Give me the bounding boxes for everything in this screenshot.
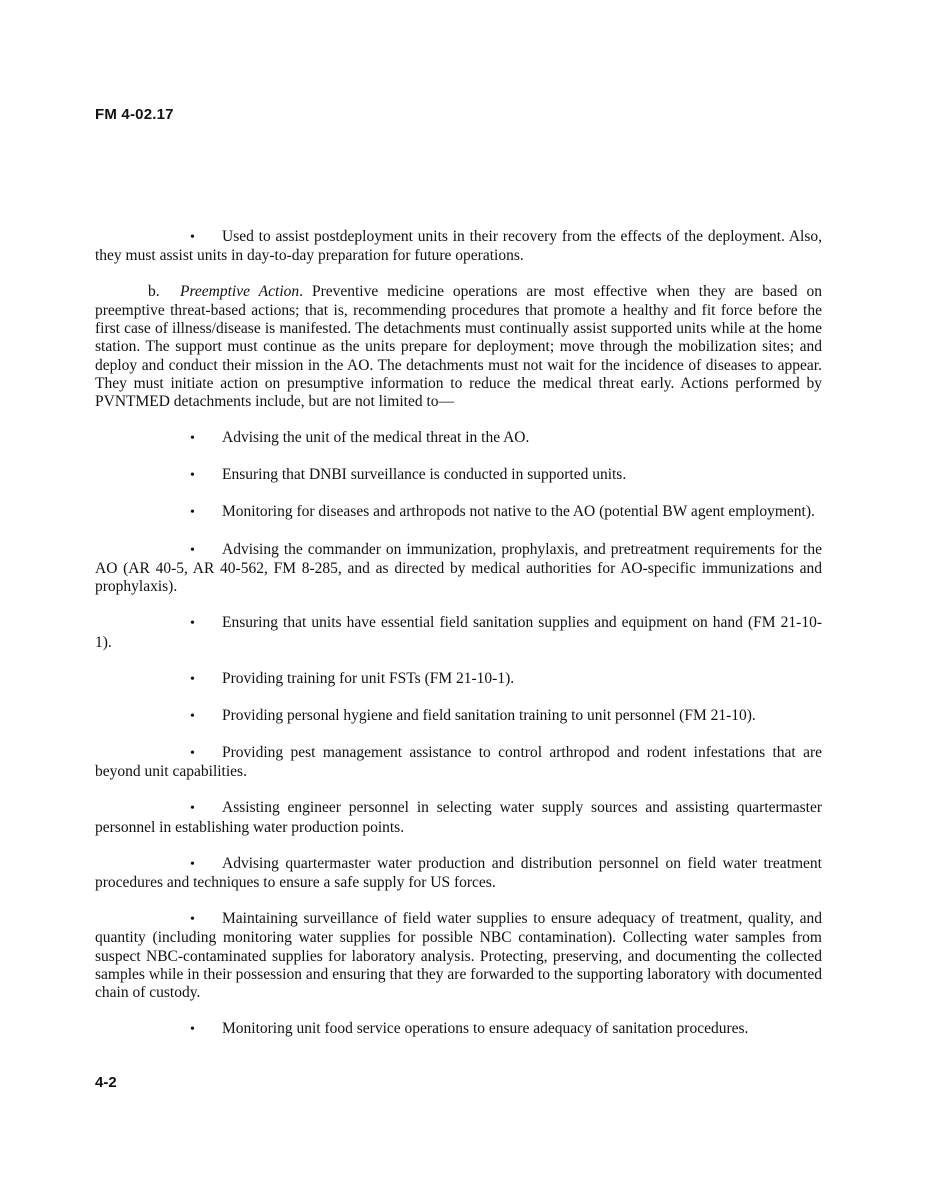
bullet-marker: • [190,745,195,761]
bullet-item [95,429,822,448]
lettered-paragraph [95,283,822,411]
bullet-item [95,541,822,597]
paragraph-text: . Preventive medicine operations are most effective when they are based on preemptive threat-based actions; that is, recommending procedures that promote a healthy and fit force before the first case of illness/disease is manifested. The detachments must continually assist supported units while at the home station. The support must continue as the units prepare for deployment; move through the mobilization sites; and deploy and conduct their mission in the AO. The detachments must not wait for the incidence of diseases to appear. They must initiate action on presumptive information to reduce the medical threat early. Actions performed by PVNTMED detachments include, but are not limited to— [95,283,822,411]
bullet-text: Providing pest management assistance to control arthropod and rodent infestations that are beyond unit capabilities. [95,743,822,781]
bullet-item [95,855,822,893]
bullet-item [95,910,822,1002]
bullet-item [95,466,822,485]
bullet-marker: • [190,616,195,632]
bullet-marker: • [190,468,195,484]
bullet-marker: • [190,542,195,558]
bullet-item [95,744,822,782]
bullet-item [95,1020,822,1039]
bullet-text: Providing personal hygiene and field sanitation training to unit personnel (FM 21-10). [222,706,756,724]
bullet-marker: • [190,505,195,521]
bullet-marker: • [190,801,195,817]
bullet-text: Monitoring for diseases and arthropods not native to the AO (potential BW agent employment). [222,503,815,521]
bullet-text: Assisting engineer personnel in selecting water supply sources and assisting quartermaster personnel in establishing water production points. [95,799,822,836]
bullet-marker: • [190,230,195,245]
paragraph-title-italic: Preemptive Action [180,283,300,301]
bullet-item [95,614,822,652]
bullet-text: Providing training for unit FSTs (FM 21-10-1). [222,669,515,687]
paragraph-letter-label: b. [148,283,160,301]
bullet-marker: • [190,856,195,872]
bullet-item [95,799,822,837]
bullet-text: Monitoring unit food service operations to ensure adequacy of sanitation procedures. [222,1020,749,1038]
bullet-item [95,503,822,522]
bullet-marker: • [190,1022,195,1038]
bullet-marker: • [190,671,195,687]
bullet-marker: • [190,708,195,724]
document-header: FM 4-02.17 [95,106,174,123]
bullet-marker: • [190,911,195,927]
bullet-text: Advising the unit of the medical threat in the AO. [222,429,530,447]
bullet-text: Ensuring that units have essential field sanitation supplies and equipment on hand (FM 21-10-1). [95,614,822,651]
bullet-text: Used to assist postdeployment units in their recovery from the effects of the deployment. Also, they must assist units in day-to-day preparation for future operations. [95,228,822,265]
bullet-text: Ensuring that DNBI surveillance is conducted in supported units. [222,466,627,484]
bullet-item [95,670,822,689]
bullet-item [95,707,822,726]
bullet-marker: • [190,431,195,447]
document-body [95,228,822,1057]
bullet-text: Advising quartermaster water production and distribution personnel on field water treatment procedures and techniques to ensure a safe supply for US forces. [95,854,822,891]
page-number: 4-2 [95,1074,117,1091]
bullet-text: Maintaining surveillance of field water supplies to ensure adequacy of treatment, quality, and quantity (including monitoring water supplies for possible NBC contamination). Collecting water samples from suspect NBC-contaminated supplies for laboratory analysis. Protecting, preserving, and documenting the collected samples while in their possession and ensuring that they are forwarded to the supporting laboratory with documented chain of custody. [95,909,822,1002]
bullet-item [95,228,822,266]
bullet-text: Advising the commander on immunization, prophylaxis, and pretreatment requirements for the AO (AR 40-5, AR 40-562, FM 8-285, and as directed by medical authorities for AO-specific immunizations and prophylaxis). [95,540,822,596]
